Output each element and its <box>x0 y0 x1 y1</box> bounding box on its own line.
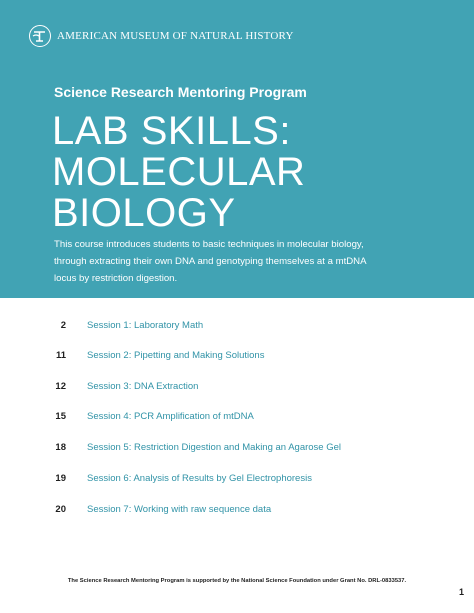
toc-page-number: 18 <box>55 441 66 453</box>
organization-name: AMERICAN MUSEUM OF NATURAL HISTORY <box>57 30 294 42</box>
toc-entry[interactable] <box>0 468 474 488</box>
toc-entry[interactable] <box>0 345 474 365</box>
title-line: MOLECULAR <box>52 150 306 194</box>
funding-note: The Science Research Mentoring Program is supported by the National Science Foundation under Grant No. DRL-0833537. <box>67 578 407 584</box>
toc-page-number: 2 <box>60 319 66 331</box>
museum-logo[interactable] <box>29 23 294 49</box>
toc-entry[interactable] <box>0 406 474 426</box>
toc-entry[interactable] <box>0 315 474 335</box>
description-line: through extracting their own DNA and genotyping themselves at a mtDNA <box>54 256 367 267</box>
description-line: This course introduces students to basic techniques in molecular biology, <box>54 239 364 250</box>
toc-page-number: 20 <box>55 503 66 515</box>
toc-entry[interactable] <box>0 437 474 457</box>
page-number: 1 <box>458 587 464 597</box>
museum-emblem-icon <box>29 25 51 47</box>
toc-page-number: 12 <box>55 380 66 392</box>
program-name: Science Research Mentoring Program <box>54 84 307 100</box>
toc-entry[interactable] <box>0 376 474 396</box>
header-banner <box>0 0 474 298</box>
page-title <box>52 111 305 234</box>
toc-entry[interactable] <box>0 499 474 519</box>
title-line: BIOLOGY <box>52 191 236 235</box>
toc-page-number: 15 <box>55 410 66 422</box>
course-description <box>54 236 454 287</box>
toc-link[interactable]: Session 3: DNA Extraction <box>87 380 199 392</box>
toc-page-number: 19 <box>55 472 66 484</box>
title-line: LAB SKILLS: <box>52 109 291 153</box>
toc-link[interactable]: Session 5: Restriction Digestion and Making an Agarose Gel <box>87 441 341 453</box>
toc-page-number: 11 <box>55 349 66 361</box>
toc-link[interactable]: Session 2: Pipetting and Making Solutions <box>87 349 265 361</box>
toc-link[interactable]: Session 4: PCR Amplification of mtDNA <box>87 410 254 422</box>
description-line: locus by restriction digestion. <box>54 273 178 284</box>
toc-link[interactable]: Session 6: Analysis of Results by Gel Electrophoresis <box>87 472 312 484</box>
toc-link[interactable]: Session 7: Working with raw sequence data <box>87 503 272 515</box>
toc-link[interactable]: Session 1: Laboratory Math <box>87 319 204 331</box>
